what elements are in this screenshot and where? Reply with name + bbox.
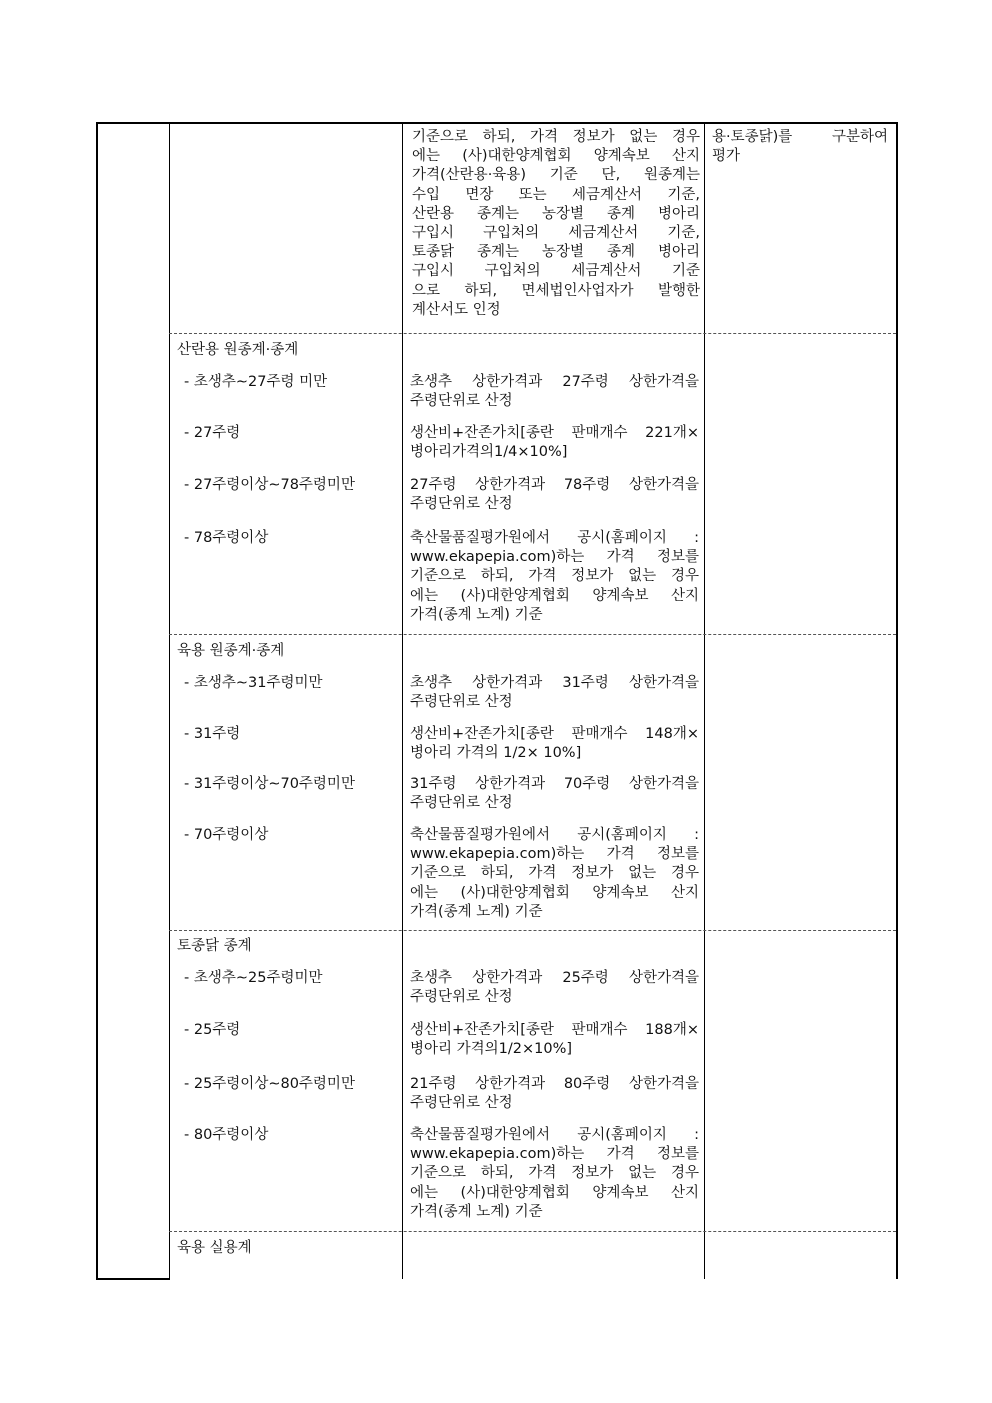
table-outer-left-border [96, 123, 98, 1279]
age-range-label: - 초생추∼27주령 미만 [184, 374, 328, 390]
table-top-border [96, 122, 898, 124]
criteria-line: 초생추 상한가격과 27주령 상한가격을 [410, 374, 699, 390]
price-criteria [410, 1075, 699, 1113]
criteria-line: 주령단위로 산정 [410, 795, 513, 812]
section-divider [169, 1231, 896, 1232]
age-range-label: - 27주령이상∼78주령미만 [184, 477, 355, 493]
top-row-criteria [412, 128, 700, 320]
price-criteria [410, 826, 699, 922]
criteria-line: 용·토종닭)를 구분하여 [712, 129, 888, 145]
price-criteria [410, 1021, 699, 1059]
criteria-line: 축산물품질평가원에서 공시(홈페이지 : [410, 827, 699, 843]
criteria-line: 기준으로 하되, 가격 정보가 없는 경우 [410, 1165, 699, 1182]
criteria-line: 31주령 상한가격과 70주령 상한가격을 [410, 776, 699, 792]
criteria-line: 산란용 종계는 농장별 종계 병아리 [412, 205, 700, 222]
section-heading: 육용 실용계 [177, 1240, 252, 1256]
criteria-line: 생산비+잔존가치[종란 판매개수 148개× [410, 726, 699, 742]
criteria-line: 토종닭 종계는 농장별 종계 병아리 [412, 244, 700, 261]
criteria-line: 기준으로 하되, 가격 정보가 없는 경우 [410, 865, 699, 882]
criteria-line: 생산비+잔존가치[종란 판매개수 221개× [410, 425, 699, 441]
criteria-line: 에는 (사)대한양계협회 양계속보 산지 [410, 1184, 699, 1201]
section-divider [169, 930, 896, 931]
criteria-line: 가격(종계 노계) 기준 [410, 903, 543, 920]
section-heading: 산란용 원종계·종계 [177, 342, 299, 358]
price-criteria [410, 775, 699, 813]
column-divider-2 [402, 123, 403, 1279]
criteria-line: 병아리가격의1/4×10%] [410, 444, 568, 461]
criteria-line: 에는 (사)대한양계협회 양계속보 산지 [410, 884, 699, 901]
section-divider [169, 634, 896, 635]
criteria-line: 기준으로 하되, 가격 정보가 없는 경우 [410, 568, 699, 585]
age-range-label: - 31주령이상∼70주령미만 [184, 776, 355, 792]
criteria-line: 21주령 상한가격과 80주령 상한가격을 [410, 1076, 699, 1092]
price-criteria [410, 476, 699, 514]
age-range-label: - 초생추∼31주령미만 [184, 675, 323, 691]
criteria-line: 주령단위로 산정 [410, 496, 513, 513]
age-range-label: - 25주령이상∼80주령미만 [184, 1076, 355, 1092]
age-range-label: - 31주령 [184, 726, 241, 742]
criteria-line: 구입시 구입처의 세금계산서 기준 [412, 263, 700, 280]
top-row-note [712, 128, 888, 166]
criteria-line: 27주령 상한가격과 78주령 상한가격을 [410, 477, 699, 493]
price-criteria [410, 725, 699, 763]
price-criteria [410, 529, 699, 625]
price-criteria [410, 373, 699, 411]
table-outer-right-border [896, 123, 898, 1279]
age-range-label: - 78주령이상 [184, 530, 269, 546]
criteria-line: 병아리 가격의1/2×10%] [410, 1041, 573, 1058]
criteria-line: 에는 (사)대한양계협회 양계속보 산지 [410, 587, 699, 604]
criteria-line: 가격(산란용·육용) 기준 단, 원종계는 [412, 167, 700, 184]
age-range-label: - 초생추∼25주령미만 [184, 970, 323, 986]
section-heading: 육용 원종계·종계 [177, 643, 285, 659]
criteria-line: 생산비+잔존가치[종란 판매개수 188개× [410, 1022, 699, 1038]
criteria-line: 가격(종계 노계) 기준 [410, 1203, 543, 1220]
criteria-line: 축산물품질평가원에서 공시(홈페이지 : [410, 1127, 699, 1143]
criteria-line: 주령단위로 산정 [410, 989, 513, 1006]
criteria-line: www.ekapepia.com)하는 가격 정보를 [410, 846, 699, 863]
price-criteria [410, 424, 699, 462]
criteria-line: 주령단위로 산정 [410, 1095, 513, 1112]
age-range-label: - 80주령이상 [184, 1127, 269, 1143]
age-range-label: - 25주령 [184, 1022, 241, 1038]
section-heading: 토종닭 종계 [177, 938, 252, 954]
criteria-line: www.ekapepia.com)하는 가격 정보를 [410, 1146, 699, 1163]
criteria-line: 평가 [712, 148, 741, 165]
age-range-label: - 70주령이상 [184, 827, 269, 843]
criteria-line: www.ekapepia.com)하는 가격 정보를 [410, 549, 699, 566]
price-criteria [410, 674, 699, 712]
criteria-line: 초생추 상한가격과 25주령 상한가격을 [410, 970, 699, 986]
criteria-line: 축산물품질평가원에서 공시(홈페이지 : [410, 530, 699, 546]
criteria-line: 수입 면장 또는 세금계산서 기준, [412, 186, 700, 203]
criteria-line: 에는 (사)대한양계협회 양계속보 산지 [412, 148, 700, 165]
price-criteria [410, 969, 699, 1007]
criteria-line: 병아리 가격의 1/2× 10%] [410, 745, 582, 762]
age-range-label: - 27주령 [184, 425, 241, 441]
first-column-bottom-border [96, 1278, 170, 1280]
column-divider-1 [169, 123, 170, 1279]
criteria-line: 가격(종계 노계) 기준 [410, 606, 543, 623]
section-divider [169, 333, 896, 334]
criteria-line: 주령단위로 산정 [410, 694, 513, 711]
column-divider-3 [704, 123, 705, 1279]
criteria-line: 으로 하되, 면세법인사업자가 발행한 [412, 282, 700, 299]
criteria-line: 주령단위로 산정 [410, 393, 513, 410]
price-criteria [410, 1126, 699, 1222]
criteria-line: 기준으로 하되, 가격 정보가 없는 경우 [412, 129, 700, 145]
criteria-line: 구입시 구입처의 세금계산서 기준, [412, 225, 700, 242]
criteria-line: 초생추 상한가격과 31주령 상한가격을 [410, 675, 699, 691]
criteria-line: 계산서도 인정 [412, 301, 501, 318]
